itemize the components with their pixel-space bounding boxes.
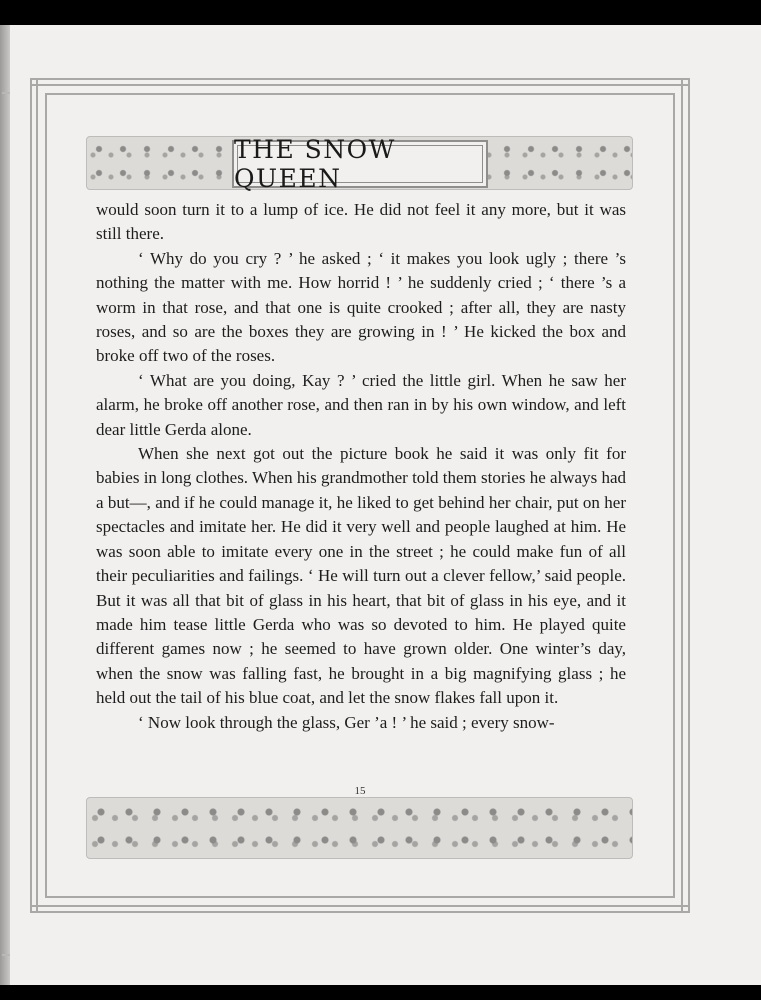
frame-rule-right	[681, 78, 683, 913]
text-line: saw her alarm, he broke off another rose, and then ran in by his	[96, 370, 626, 415]
body-text	[96, 198, 626, 735]
text-line: to him. He played quite different games now ; he seemed to have	[96, 614, 626, 659]
text-line: imitate every one in the street ; he could make fun of all their	[96, 541, 626, 586]
text-line: ‘ What are you doing, Kay ? ’ cried the little girl. When he	[138, 370, 565, 390]
text-line: there ’s nothing the matter with me. How horrid ! ’ he suddenly	[96, 248, 626, 293]
text-line: cried ; ‘ there ’s a worm in that rose, and that one is quite crooked ;	[96, 273, 627, 317]
page-title: THE SNOW QUEEN	[234, 135, 396, 193]
frame-rule-top	[30, 84, 690, 86]
text-line: after all, they are nasty roses, and so are the boxes they are growing	[96, 297, 626, 342]
frame-rule-bottom	[30, 905, 690, 907]
text-line: own window, and left dear little Gerda alone.	[96, 395, 626, 439]
paragraph	[96, 711, 626, 735]
text-line: did it very well and people laughed at him. He was soon able to	[96, 517, 627, 561]
text-line: coat, and let the snow flakes fall upon it.	[282, 688, 559, 708]
text-line: ‘ Why do you cry ? ’ he asked ; ‘ it makes you look ugly ;	[138, 248, 568, 268]
text-line: brought in a big magnifying glass ; he held out the tail of his blue	[96, 663, 627, 708]
paragraph	[96, 247, 626, 369]
text-line: but it was still there.	[96, 200, 627, 244]
page-number: 15	[354, 785, 366, 797]
paragraph	[96, 442, 626, 710]
text-line: peculiarities and failings. ‘ He will turn out a clever fellow,’ said	[131, 566, 572, 586]
text-line: grown older. One winter’s day, when the snow was falling fast, he	[96, 639, 627, 683]
text-line: fit for babies in long clothes. When his grandmother told them	[96, 444, 626, 488]
title-panel	[232, 135, 488, 193]
text-line: When she next got out the picture book he said it was only	[138, 444, 576, 464]
text-line: would soon turn it to a lump of ice. He did not feel it any more,	[96, 200, 551, 219]
frame-rule-left	[36, 78, 38, 913]
text-line: ‘ Now look through the glass, Ger ’a ! ’ he said ; every snow-	[138, 712, 555, 732]
paragraph	[96, 369, 626, 442]
paragraph	[96, 198, 626, 247]
footer-ornament	[86, 797, 633, 859]
text-line: to get behind her chair, put on her spectacles and imitate her. He	[96, 492, 627, 537]
text-line: in ! ’ He kicked the box and broke off two of the roses.	[96, 322, 627, 366]
text-line: in his eye, and it made him tease little Gerda who was so devoted	[96, 590, 626, 634]
text-line: stories he always had a but—, and if he could manage it, he liked	[96, 468, 627, 512]
text-line: people. But it was all that bit of glass in his heart, that bit of glass	[96, 566, 627, 610]
